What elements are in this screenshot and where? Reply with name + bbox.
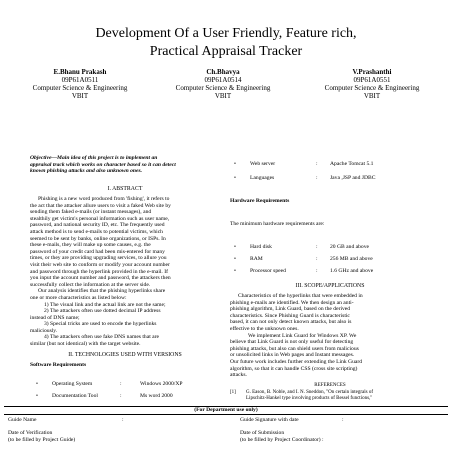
guide-name-colon: : bbox=[122, 417, 124, 423]
row-sep: : bbox=[316, 256, 318, 262]
footer-mid-rule bbox=[4, 414, 448, 415]
submission-note: (to be filled by Project Coordinator) : bbox=[240, 437, 324, 443]
body-line: one or more characteristics as listed below: bbox=[30, 294, 127, 301]
row-value: 20 GB and above bbox=[330, 244, 369, 250]
software-requirements-heading: Software Requirements bbox=[30, 362, 87, 368]
abstract-body bbox=[30, 196, 220, 348]
body-line: successfully collect the information at the server side. bbox=[30, 281, 151, 288]
paper-title-line-1: Development Of a User Friendly, Feature rich, bbox=[95, 26, 357, 41]
hardware-row-processor bbox=[228, 268, 373, 275]
body-line: phishing e-mails are identified. We then design an anti- bbox=[230, 299, 354, 306]
body-line: the act that the attacker allure users to visit a faked Web site by bbox=[30, 202, 171, 209]
bullet-icon: • bbox=[234, 268, 236, 274]
references-heading: REFERENCES bbox=[314, 383, 346, 388]
author-name: E.Bhanu Prakash bbox=[53, 68, 107, 76]
body-line: characteristics. Since Phishing Guard is characteristic bbox=[230, 312, 350, 319]
verification-note: (to be filled by Project Guide) bbox=[8, 437, 76, 443]
author-dept: Computer Science & Engineering bbox=[324, 84, 420, 92]
body-line: instead of DNS name; bbox=[30, 314, 80, 321]
body-line: sending them faked e-mails (or instant messages), and bbox=[30, 209, 152, 216]
row-value: 256 MB and above bbox=[330, 256, 373, 262]
row-value: Windows 2000/XP bbox=[140, 381, 183, 387]
hardware-row-ram bbox=[228, 256, 373, 263]
row-value: Java ,JSP and JDBC bbox=[330, 175, 376, 181]
section-heading-technologies: II. TECHNOLOGIES USED WITH VERSIONS bbox=[68, 352, 182, 358]
body-line: phishing algorithm, Link Guard, based on the derived bbox=[230, 306, 351, 313]
author-id: 09P61A0551 bbox=[353, 76, 391, 84]
author-inst: VBIT bbox=[363, 92, 381, 100]
row-value: Ms word 2000 bbox=[140, 393, 173, 399]
body-line: phishing attacks, but also can shield users from malicious bbox=[230, 345, 359, 352]
hardware-requirements-heading: Hardware Requirements bbox=[230, 198, 290, 204]
body-line: password of your credit card had been mis-entered for many bbox=[30, 248, 165, 255]
row-label: Processor speed bbox=[250, 268, 286, 274]
body-line: based, it can not only detect known attacks, but also is bbox=[230, 319, 352, 326]
body-line: Characteristics of the hyperlinks that were embedded in bbox=[238, 293, 363, 299]
author-dept: Computer Science & Engineering bbox=[32, 84, 128, 92]
body-line: and password through the hyperlink provided in the e-mail. If bbox=[30, 268, 168, 275]
body-line: attacks. bbox=[230, 372, 247, 379]
scope-body bbox=[230, 293, 424, 379]
body-line: Our analysis identifies that the phishing hyperlinks share bbox=[38, 288, 166, 295]
row-value: 1.6 GHz and above bbox=[330, 268, 374, 274]
objective-line: appraisal track which works on character based so it can detect bbox=[30, 161, 176, 168]
author-id: 09P61A0511 bbox=[61, 76, 99, 84]
body-line: attack method is to send e-mails to potential victims, which bbox=[30, 228, 163, 235]
row-value: Apache Tomcat 5.1 bbox=[330, 161, 374, 167]
hardware-row-disk bbox=[228, 244, 369, 251]
author-inst: VBIT bbox=[214, 92, 232, 100]
bullet-icon: • bbox=[36, 381, 38, 387]
objective-line: known phishing attacks and also unknown ones. bbox=[30, 168, 143, 175]
software-row-web-server bbox=[228, 161, 373, 168]
hardware-intro: The minimum hardware requirements are: bbox=[230, 221, 325, 227]
body-line: you input the account number and password, the attackers then bbox=[30, 275, 171, 282]
bullet-icon: • bbox=[234, 175, 236, 181]
row-label: Web server bbox=[250, 161, 276, 167]
body-line: We implement Link Guard for Windows XP. We bbox=[248, 332, 357, 339]
objective-paragraph bbox=[30, 155, 220, 175]
body-line: 1) The visual link and the actual link are not the same; bbox=[44, 301, 166, 308]
row-label: Languages bbox=[250, 175, 275, 181]
department-use-label: (For Department use only) bbox=[194, 407, 258, 413]
body-line: 4) The attackers often use fake DNS names that are bbox=[44, 334, 159, 341]
body-line: maliciously. bbox=[30, 327, 58, 334]
body-line: or unsolicited links in Web pages and Instant messages. bbox=[230, 352, 355, 359]
body-line: similar (but not identical) with the target website. bbox=[30, 341, 141, 348]
body-line: 2) The attackers often use dotted decimal IP address bbox=[44, 308, 161, 315]
body-line: password, and national security ID, etc. The frequently used bbox=[30, 222, 165, 229]
submission-date-label: Date of Submission bbox=[240, 430, 285, 436]
body-line: Our future work includes further extending the Link Guard bbox=[230, 358, 363, 365]
body-line: times, or they are providing upgrading services, to allure you bbox=[30, 255, 167, 262]
bullet-icon: • bbox=[234, 256, 236, 262]
author-block-2 bbox=[153, 68, 293, 100]
body-line: believe that Link Guard is not only useful for detecting bbox=[230, 339, 354, 346]
row-label: Hard disk bbox=[250, 244, 272, 250]
body-line: stealthily get victim's personal information such as user name, bbox=[30, 215, 170, 222]
body-line: visit their web site to conform or modify your account number bbox=[30, 261, 170, 268]
reference-1-line-2: Lipschitz-Hankel type involving products of Bessel functions," bbox=[246, 396, 373, 401]
bullet-icon: • bbox=[234, 161, 236, 167]
author-block-3 bbox=[298, 68, 446, 100]
author-inst: VBIT bbox=[71, 92, 89, 100]
row-sep: : bbox=[316, 161, 318, 167]
reference-1-line-1: G. Eason, B. Noble, and I. N. Sneddon, "On certain integrals of bbox=[246, 390, 374, 395]
software-row-languages bbox=[228, 175, 375, 182]
software-row-doc-tool bbox=[30, 393, 173, 400]
row-sep: : bbox=[120, 381, 122, 387]
author-name: V.Prashanthi bbox=[352, 68, 392, 76]
section-heading-abstract: I. ABSTRACT bbox=[107, 186, 143, 192]
objective-line: Objective—Main idea of this project is to implement an bbox=[30, 155, 158, 161]
reference-1-number: [1] bbox=[230, 390, 236, 395]
row-sep: : bbox=[316, 244, 318, 250]
body-line: seemed to be sent by banks, online organizations, or ISPs. In bbox=[30, 235, 166, 242]
guide-signature-colon: : bbox=[342, 417, 344, 423]
bullet-icon: • bbox=[36, 393, 38, 399]
verification-date-label: Date of Verification bbox=[8, 430, 53, 436]
guide-name-label: Guide Name bbox=[8, 417, 37, 423]
row-label: Operating System bbox=[52, 381, 93, 387]
row-label: Documentation Tool bbox=[52, 393, 98, 399]
row-sep: : bbox=[316, 268, 318, 274]
row-sep: : bbox=[120, 393, 122, 399]
section-heading-scope: III. SCOPE/APPLICATIONS bbox=[295, 283, 365, 289]
row-sep: : bbox=[316, 175, 318, 181]
body-line: algorithm, so that it can handle CSS (cross site scripting) bbox=[230, 365, 358, 372]
body-line: Phishing is a new word produced from 'fishing', it refers to bbox=[38, 196, 170, 202]
row-label: RAM bbox=[250, 256, 263, 262]
bullet-icon: • bbox=[234, 244, 236, 250]
guide-signature-label: Guide Signature with date bbox=[240, 417, 299, 423]
body-line: these e-mails, they will make up some causes, e.g. the bbox=[30, 242, 151, 249]
author-id: 09P61A0514 bbox=[204, 76, 242, 84]
author-dept: Computer Science & Engineering bbox=[175, 84, 271, 92]
author-block-1 bbox=[10, 68, 150, 100]
body-line: effective to the unknown ones. bbox=[230, 325, 299, 332]
paper-title-line-2: Practical Appraisal Tracker bbox=[149, 44, 303, 59]
body-line: 3) Special tricks are used to encode the hyperlinks bbox=[44, 321, 157, 328]
software-row-os bbox=[30, 381, 183, 388]
author-name: Ch.Bhavya bbox=[206, 68, 240, 76]
